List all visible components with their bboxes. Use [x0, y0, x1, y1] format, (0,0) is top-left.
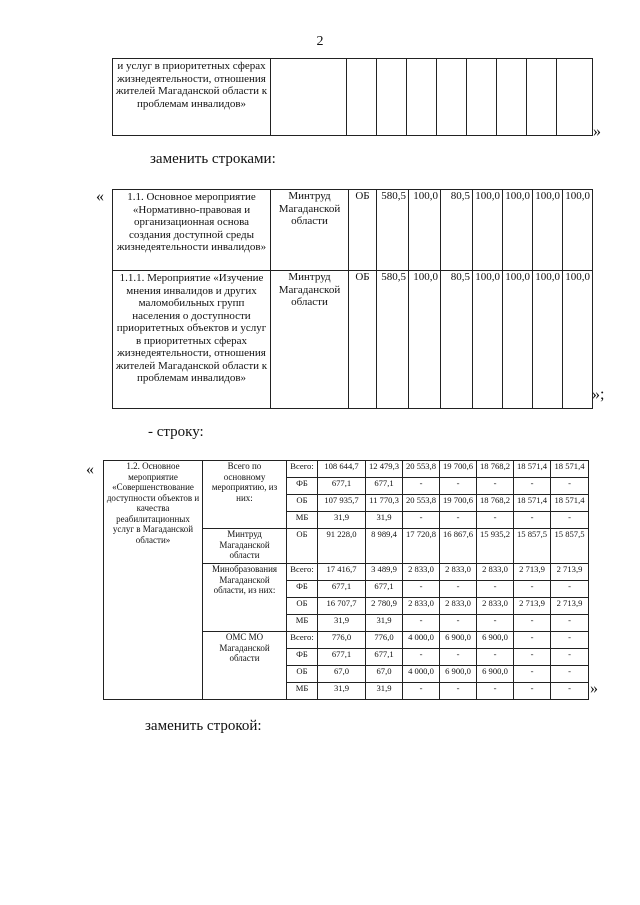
old-row-body [104, 461, 589, 700]
row-value: 80,5 [441, 271, 473, 409]
row-value: 18 768,2 [477, 495, 514, 512]
row-source: Всего: [287, 564, 318, 581]
row-value: 580,5 [377, 190, 409, 271]
row-value: - [477, 649, 514, 666]
prev-row-table [112, 58, 593, 136]
row-value: 776,0 [366, 632, 403, 649]
row-value: 677,1 [366, 649, 403, 666]
row-value: - [551, 632, 589, 649]
row-value: 677,1 [366, 478, 403, 495]
row-source: МБ [287, 683, 318, 700]
row-source: ОБ [349, 271, 377, 409]
row-value: 15 857,5 [551, 529, 589, 564]
row-value: 31,9 [318, 512, 366, 529]
old-row-table [103, 460, 589, 700]
row-value: 80,5 [441, 190, 473, 271]
row-value: 91 228,0 [318, 529, 366, 564]
row-value: 6 900,0 [440, 666, 477, 683]
row-value: - [551, 666, 589, 683]
page-number: 2 [316, 34, 324, 49]
row-value: 580,5 [377, 271, 409, 409]
row-value: 100,0 [503, 271, 533, 409]
row-value: 67,0 [366, 666, 403, 683]
row-value: 20 553,8 [403, 461, 440, 478]
row-value: - [440, 478, 477, 495]
row-value: 108 644,7 [318, 461, 366, 478]
row-value: - [403, 649, 440, 666]
row-value: 100,0 [563, 271, 593, 409]
row-value: 6 900,0 [477, 632, 514, 649]
row-desc: 1.1. Основное мероприятие «Нормативно-правовая и организационная основа создания доступной среды жизнедеятельности инвалидов» [113, 190, 271, 271]
row-heading: - строку: [148, 424, 204, 440]
row-source: ФБ [287, 581, 318, 598]
row-source: ОБ [287, 529, 318, 564]
row-value: 16 867,6 [440, 529, 477, 564]
row-value: 677,1 [318, 649, 366, 666]
row-value: - [477, 615, 514, 632]
row-value: 100,0 [473, 190, 503, 271]
row-value: 20 553,8 [403, 495, 440, 512]
row-value: - [514, 581, 551, 598]
new-rows-open-quote: « [96, 188, 104, 205]
row-value: - [514, 615, 551, 632]
row-value: 18 571,4 [551, 461, 589, 478]
row-value: 16 707,7 [318, 598, 366, 615]
replace-row-heading: заменить строкой: [145, 718, 262, 734]
row-value: 18 768,2 [477, 461, 514, 478]
row-value: 31,9 [366, 512, 403, 529]
row-value: - [440, 581, 477, 598]
row-value: 31,9 [366, 615, 403, 632]
row-value: 2 833,0 [477, 564, 514, 581]
row-value: - [514, 683, 551, 700]
row-value: 100,0 [533, 190, 563, 271]
new-rows-close-quote: »; [592, 386, 605, 403]
row-value: 18 571,4 [514, 461, 551, 478]
row-source: ОБ [349, 190, 377, 271]
table-row [104, 461, 589, 478]
row-value: - [514, 649, 551, 666]
row-source: ОБ [287, 598, 318, 615]
row-value: - [551, 649, 589, 666]
row-source: ОБ [287, 495, 318, 512]
row-value: - [403, 581, 440, 598]
row-value: - [551, 478, 589, 495]
row-value: 31,9 [366, 683, 403, 700]
row-value: - [440, 683, 477, 700]
row-value: 2 713,9 [514, 564, 551, 581]
table-row [113, 190, 593, 271]
row-value: - [403, 615, 440, 632]
row-value: 677,1 [318, 478, 366, 495]
table-row [113, 271, 593, 409]
row-value: 776,0 [318, 632, 366, 649]
row-value: 2 833,0 [440, 598, 477, 615]
row-value: 2 833,0 [440, 564, 477, 581]
row-desc: 1.2. Основное мероприятие «Совершенствование доступности объектов и качества реабилитационных услуг в Магаданской области» [104, 461, 203, 700]
row-value: 2 833,0 [403, 564, 440, 581]
old-row-open-quote: « [86, 461, 94, 478]
row-value: 100,0 [473, 271, 503, 409]
replace-rows-heading: заменить строками: [150, 151, 276, 167]
row-value: 17 720,8 [403, 529, 440, 564]
prev-row-desc: и услуг в приоритетных сферах жизнедеятельности, отношения жителей Магаданской области к проблемам инвалидов» [113, 59, 271, 136]
row-value: - [403, 683, 440, 700]
row-value: - [551, 615, 589, 632]
row-value: - [477, 512, 514, 529]
row-value: - [403, 478, 440, 495]
new-rows-table [112, 189, 593, 409]
row-value: 12 479,3 [366, 461, 403, 478]
row-executor: Минтруд Магаданской области [271, 190, 349, 271]
row-executor: Минтруд Магаданской области [203, 529, 287, 564]
row-value: - [477, 581, 514, 598]
row-value: - [551, 512, 589, 529]
row-value: 15 857,5 [514, 529, 551, 564]
row-value: 31,9 [318, 615, 366, 632]
row-value: 31,9 [318, 683, 366, 700]
row-value: 107 935,7 [318, 495, 366, 512]
row-source: Всего: [287, 632, 318, 649]
row-value: 11 770,3 [366, 495, 403, 512]
row-value: 6 900,0 [477, 666, 514, 683]
row-source: Всего: [287, 461, 318, 478]
row-value: - [440, 512, 477, 529]
row-value: - [440, 649, 477, 666]
row-value: - [403, 512, 440, 529]
row-value: 17 416,7 [318, 564, 366, 581]
row-value: - [551, 581, 589, 598]
row-executor: ОМС МО Магаданской области [203, 632, 287, 700]
row-value: 2 713,9 [551, 564, 589, 581]
row-value: 2 833,0 [477, 598, 514, 615]
row-value: 100,0 [533, 271, 563, 409]
old-row-close-quote: » [590, 680, 598, 697]
row-value: - [551, 683, 589, 700]
row-value: 677,1 [366, 581, 403, 598]
row-value: - [514, 632, 551, 649]
row-value: - [477, 683, 514, 700]
row-value: 2 713,9 [514, 598, 551, 615]
row-source: ФБ [287, 649, 318, 666]
row-value: 4 000,0 [403, 666, 440, 683]
row-value: - [477, 478, 514, 495]
row-value: 100,0 [409, 190, 441, 271]
row-executor: Всего по основному мероприятию, из них: [203, 461, 287, 529]
row-value: 67,0 [318, 666, 366, 683]
row-source: МБ [287, 512, 318, 529]
row-value: 677,1 [318, 581, 366, 598]
row-value: 100,0 [503, 190, 533, 271]
row-value: 2 780,9 [366, 598, 403, 615]
row-source: МБ [287, 615, 318, 632]
row-value: 100,0 [409, 271, 441, 409]
row-value: 4 000,0 [403, 632, 440, 649]
row-source: ФБ [287, 478, 318, 495]
row-value: 2 713,9 [551, 598, 589, 615]
row-value: 19 700,6 [440, 461, 477, 478]
row-value: 100,0 [563, 190, 593, 271]
row-value: 15 935,2 [477, 529, 514, 564]
row-source: ОБ [287, 666, 318, 683]
row-executor: Минобразования Магаданской области, из них: [203, 564, 287, 632]
row-value: 2 833,0 [403, 598, 440, 615]
row-value: 19 700,6 [440, 495, 477, 512]
row-value: 6 900,0 [440, 632, 477, 649]
row-value: - [440, 615, 477, 632]
row-value: - [514, 666, 551, 683]
row-value: - [514, 512, 551, 529]
row-value: 18 571,4 [514, 495, 551, 512]
row-desc: 1.1.1. Мероприятие «Изучение мнения инвалидов и других маломобильных групп населения о доступности приоритетных объектов и услуг в приоритетных сферах жизнедеятельности, отношения жителей Магаданской области к проблемам инвалидов» [113, 271, 271, 409]
row-executor: Минтруд Магаданской области [271, 271, 349, 409]
row-value: 3 489,9 [366, 564, 403, 581]
row-value: - [514, 478, 551, 495]
row-value: 18 571,4 [551, 495, 589, 512]
row-value: 8 989,4 [366, 529, 403, 564]
prev-close-quote: » [593, 123, 601, 140]
